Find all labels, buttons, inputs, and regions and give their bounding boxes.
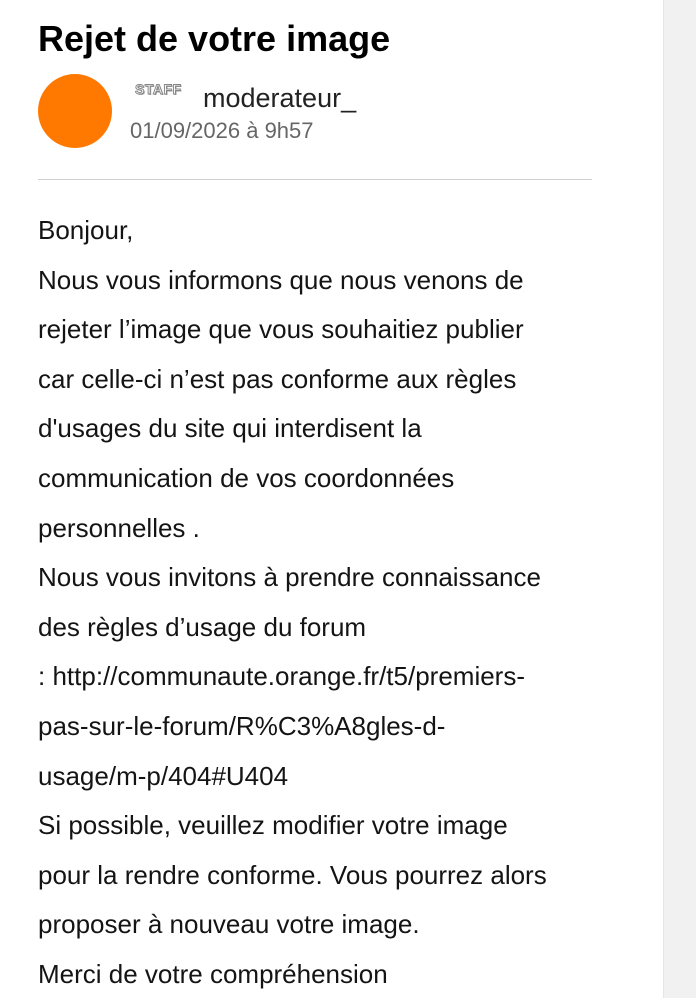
message-line: personnelles . [38, 512, 200, 543]
message-line: rejeter l’image que vous souhaitiez publier [38, 314, 524, 345]
message-link-line[interactable]: pas-sur-le-forum/R%C3%A8gles-d- [38, 710, 446, 741]
staff-badge: STAFF [135, 81, 182, 97]
avatar[interactable] [38, 74, 112, 148]
message-line: car celle-ci n’est pas conforme aux règles [38, 363, 517, 394]
message-line: communication de vos coordonnées [38, 462, 455, 493]
message-line: Merci de votre compréhension [38, 958, 388, 989]
message-body [38, 206, 638, 1000]
scrollbar-track[interactable] [663, 0, 696, 998]
message-line: d'usages du site qui interdisent la [38, 413, 422, 444]
message-line: Si possible, veuillez modifier votre image [38, 810, 508, 841]
divider [38, 179, 592, 180]
message-link-line[interactable]: : http://communaute.orange.fr/t5/premiers- [38, 661, 525, 692]
author-block [38, 72, 598, 152]
message-link-line[interactable]: usage/m-p/404#U404 [38, 760, 289, 791]
message-line: Bonjour, [38, 215, 134, 245]
message-line: Nous vous invitons à prendre connaissance [38, 562, 541, 593]
author-name[interactable]: moderateur_ [203, 83, 357, 113]
message-line: des règles d’usage du forum [38, 611, 367, 642]
message-line: proposer à nouveau votre image. [38, 909, 420, 940]
post-title: Rejet de votre image [38, 18, 391, 59]
message-line: Nous vous informons que nous venons de [38, 264, 524, 295]
message-line: pour la rendre conforme. Vous pourrez alors [38, 859, 547, 890]
post-date: 01/09/2026 à 9h57 [130, 118, 314, 143]
